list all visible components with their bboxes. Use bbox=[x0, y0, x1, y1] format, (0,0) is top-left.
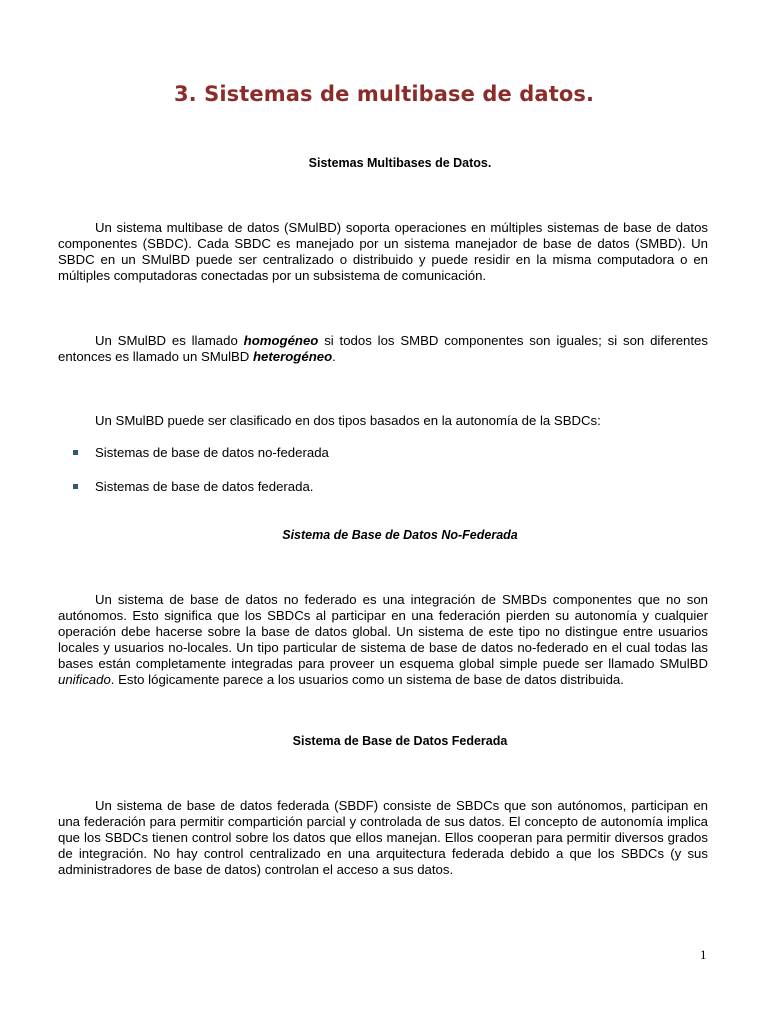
paragraph-intro: Un sistema multibase de datos (SMulBD) soporta operaciones en múltiples sistemas de base de datos componentes (SBDC). Cada SBDC es manejado por un sistema manejador de base de datos (SMBD). Un SBDC en un SMulBD puede ser centralizado o distribuido y puede residir en la misma computadora o en múltiples computadoras conectadas por un subsistema de comunicación. bbox=[58, 220, 708, 283]
list-item-label: Sistemas de base de datos no-federada bbox=[95, 445, 329, 460]
text-run: . Esto lógicamente parece a los usuarios como un sistema de base de datos distribuida. bbox=[110, 672, 624, 687]
square-bullet-icon bbox=[73, 484, 78, 489]
page-title: 3. Sistemas de multibase de datos. bbox=[173, 82, 595, 106]
page-number: 1 bbox=[700, 947, 707, 962]
text-run: Un SMulBD es llamado bbox=[95, 333, 244, 348]
term-unificado: unificado bbox=[58, 672, 111, 687]
text-run: . bbox=[332, 349, 336, 364]
text-run: si todos los SMBD componentes son iguales; si son diferentes entonces es llamado un SMulBD bbox=[58, 333, 708, 364]
term-heterogeneo: heterogéneo bbox=[253, 349, 333, 364]
square-bullet-icon bbox=[73, 450, 78, 455]
list-item-label: Sistemas de base de datos federada. bbox=[95, 479, 314, 494]
classification-list bbox=[58, 445, 708, 495]
section-heading-federada: Sistema de Base de Datos Federada bbox=[292, 734, 508, 748]
term-homogeneo: homogéneo bbox=[243, 333, 319, 348]
text-run: Un sistema de base de datos no federado es una integración de SMBDs componentes que no son autónomos. Esto significa que los SBDCs al participar en una federación pierden su autonomía y cualquier operación debe hacerse sobre la base de datos global. Un sistema de este tipo no distingue entre usuarios locales y usuarios no-locales. Un tipo particular de sistema de base de datos no-federado en el cual todas las bases están completamente integradas para proveer un esquema global simple puede ser llamado SMulBD bbox=[58, 592, 708, 671]
list-item bbox=[58, 479, 708, 495]
section-heading-no-federada: Sistema de Base de Datos No-Federada bbox=[282, 528, 518, 542]
paragraph-federada: Un sistema de base de datos federada (SBDF) consiste de SBDCs que son autónomos, participan en una federación para permitir compartición parcial y controlada de sus datos. El concepto de autonomía implica que los SBDCs tienen control sobre los datos que ellos manejan. Ellos cooperan para permitir diversos grados de integración. No hay control centralizado en una arquitectura federada debido a que los SBDCs (y sus administradores de base de datos) controlan el acceso a sus datos. bbox=[58, 798, 708, 877]
paragraph-no-federada bbox=[58, 592, 708, 688]
paragraph-homogeneous bbox=[58, 333, 708, 365]
paragraph-classification: Un SMulBD puede ser clasificado en dos tipos basados en la autonomía de la SBDCs: bbox=[95, 413, 601, 428]
section-heading-multibases: Sistemas Multibases de Datos. bbox=[308, 156, 492, 170]
list-item bbox=[58, 445, 708, 461]
